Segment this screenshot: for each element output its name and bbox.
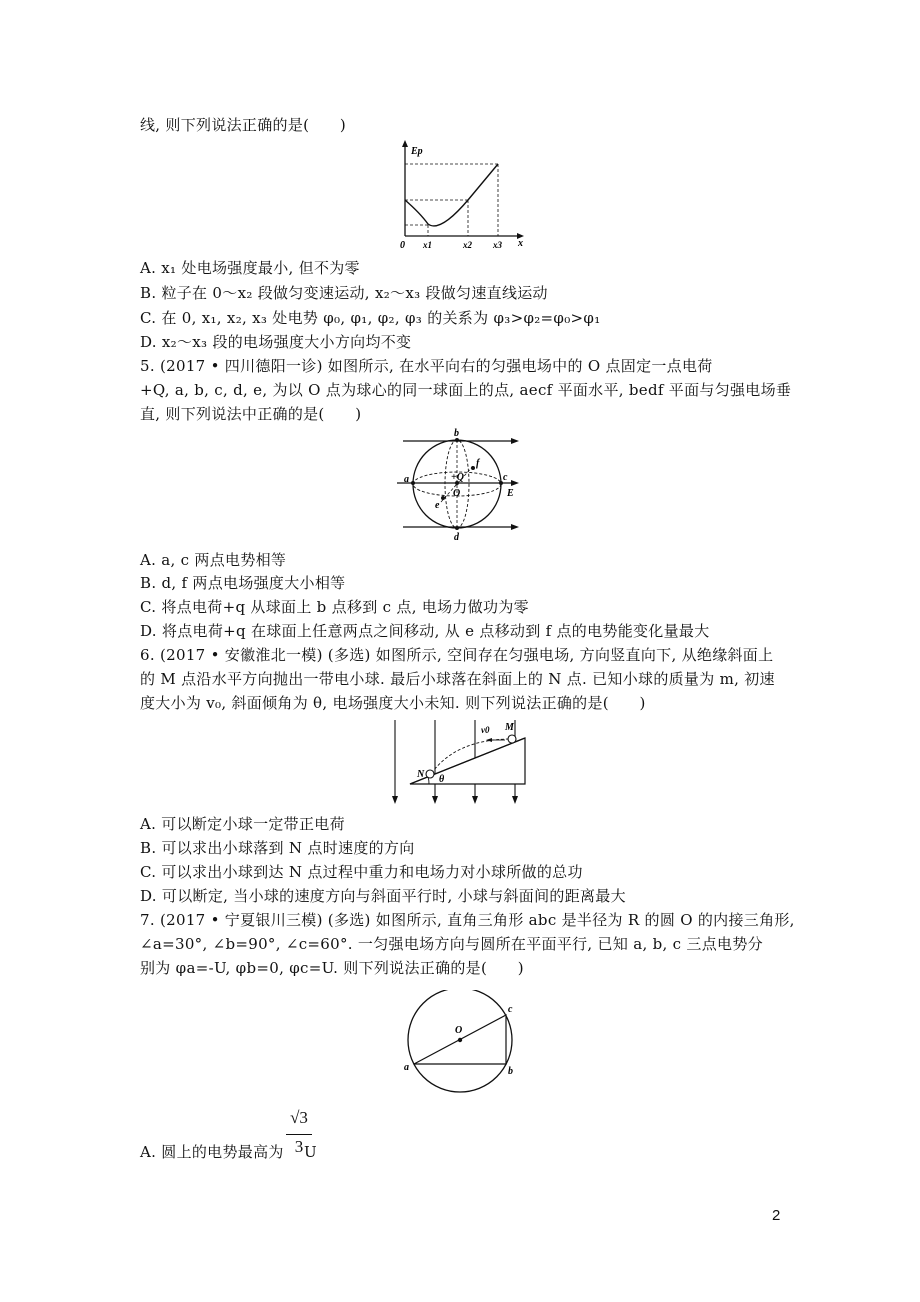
- q5-fig-label-e: e: [435, 500, 440, 511]
- q7-fig-label-c: c: [508, 1004, 513, 1015]
- q6-fig-label-n: N: [417, 769, 425, 780]
- q5-option-a: A. a, c 两点电势相等: [140, 551, 287, 569]
- q5-fig-label-b: b: [454, 428, 459, 439]
- q5-fig-label-c: c: [503, 472, 508, 483]
- q6-incline-diagram: [385, 718, 530, 808]
- q7-option-a-numerator: √3: [290, 1108, 308, 1127]
- q6-fig-label-m: M: [505, 722, 514, 733]
- q6-stem-line-2: 的 M 点沿水平方向抛出一带电小球. 最后小球落在斜面上的 N 点. 已知小球的质量为 m, 初速: [140, 670, 775, 688]
- q7-option-a-denominator: 3: [294, 1137, 304, 1156]
- q4-option-a: A. x₁ 处电场强度最小, 但不为零: [140, 259, 360, 277]
- q6-option-c: C. 可以求出小球到达 N 点过程中重力和电场力对小球所做的总功: [140, 863, 583, 881]
- q6-stem-line-1: 6. (2017 • 安徽淮北一模) (多选) 如图所示, 空间存在匀强电场, 方向竖直向下, 从绝缘斜面上: [140, 646, 774, 664]
- q4-option-c: C. 在 0, x₁, x₂, x₃ 处电势 φ₀, φ₁, φ₂, φ₃ 的关系为 φ₃>φ₂=φ₀>φ₁: [140, 309, 601, 327]
- q6-fig-label-theta: θ: [439, 774, 445, 785]
- q5-stem-line-2: +Q, a, b, c, d, e, 为以 O 点为球心的同一球面上的点, aecf 平面水平, bedf 平面与匀强电场垂: [140, 381, 792, 399]
- q4-fig-origin: 0: [400, 240, 405, 251]
- q7-option-a-prefix: A. 圆上的电势最高为: [140, 1143, 284, 1161]
- q7-stem-line-2: ∠a=30°, ∠b=90°, ∠c=60°. 一匀强电场方向与圆所在平面平行, 已知 a, b, c 三点电势分: [140, 935, 763, 953]
- q5-fig-label-q: +Q: [451, 472, 464, 483]
- q7-option-a-fraction-bar: [286, 1134, 312, 1135]
- q6-option-d: D. 可以断定, 当小球的速度方向与斜面平行时, 小球与斜面间的距离最大: [140, 887, 626, 905]
- q5-option-b: B. d, f 两点电场强度大小相等: [140, 574, 346, 592]
- q7-stem-line-1: 7. (2017 • 宁夏银川三模) (多选) 如图所示, 直角三角形 abc 是半径为 R 的圆 O 的内接三角形,: [140, 911, 795, 929]
- q6-option-b: B. 可以求出小球落到 N 点时速度的方向: [140, 839, 415, 857]
- q7-fig-label-b: b: [508, 1066, 513, 1077]
- q7-circle-triangle-diagram: [400, 990, 525, 1110]
- q5-fig-label-e-field: E: [507, 488, 514, 499]
- q5-option-d: D. 将点电荷+q 在球面上任意两点之间移动, 从 e 点移动到 f 点的电势能变化量最大: [140, 622, 710, 640]
- q5-fig-label-f: f: [476, 458, 480, 469]
- q5-stem-line-1: 5. (2017 • 四川德阳一诊) 如图所示, 在水平向右的匀强电场中的 O 点固定一点电荷: [140, 357, 713, 375]
- q5-fig-label-d: d: [454, 532, 459, 543]
- q5-stem-line-3: 直, 则下列说法中正确的是( ): [140, 405, 362, 423]
- q4-option-d: D. x₂～x₃ 段的电场强度大小方向均不变: [140, 333, 412, 351]
- q4-ep-x-graph: [380, 138, 530, 253]
- q4-fig-xlabel: x: [518, 238, 523, 249]
- q7-stem-line-3: 别为 φa=-U, φb=0, φc=U. 则下列说法正确的是( ): [140, 959, 524, 977]
- q6-option-a: A. 可以断定小球一定带正电荷: [140, 815, 345, 833]
- q4-fig-tick-x1: x1: [423, 240, 432, 250]
- q4-fig-tick-x2: x2: [463, 240, 472, 250]
- q4-fig-tick-x3: x3: [493, 240, 502, 250]
- page-number: 2: [772, 1207, 781, 1224]
- q6-fig-label-v0: v0: [481, 725, 490, 735]
- q4-option-b: B. 粒子在 0～x₂ 段做匀变速运动, x₂～x₃ 段做匀速直线运动: [140, 284, 548, 302]
- q7-fig-label-o: O: [455, 1025, 463, 1036]
- q5-sphere-field-diagram: [395, 428, 525, 543]
- q7-option-a-suffix: U: [304, 1143, 317, 1161]
- q5-fig-label-a: a: [404, 474, 409, 485]
- q5-option-c: C. 将点电荷+q 从球面上 b 点移到 c 点, 电场力做功为零: [140, 598, 529, 616]
- q6-stem-line-3: 度大小为 v₀, 斜面倾角为 θ, 电场强度大小未知. 则下列说法正确的是( ): [140, 694, 646, 712]
- q7-fig-label-a: a: [404, 1062, 409, 1073]
- q4-stem-end: 线, 则下列说法正确的是( ): [140, 116, 347, 134]
- q5-fig-label-o: O: [453, 488, 461, 499]
- q4-fig-ylabel: Ep: [411, 146, 423, 157]
